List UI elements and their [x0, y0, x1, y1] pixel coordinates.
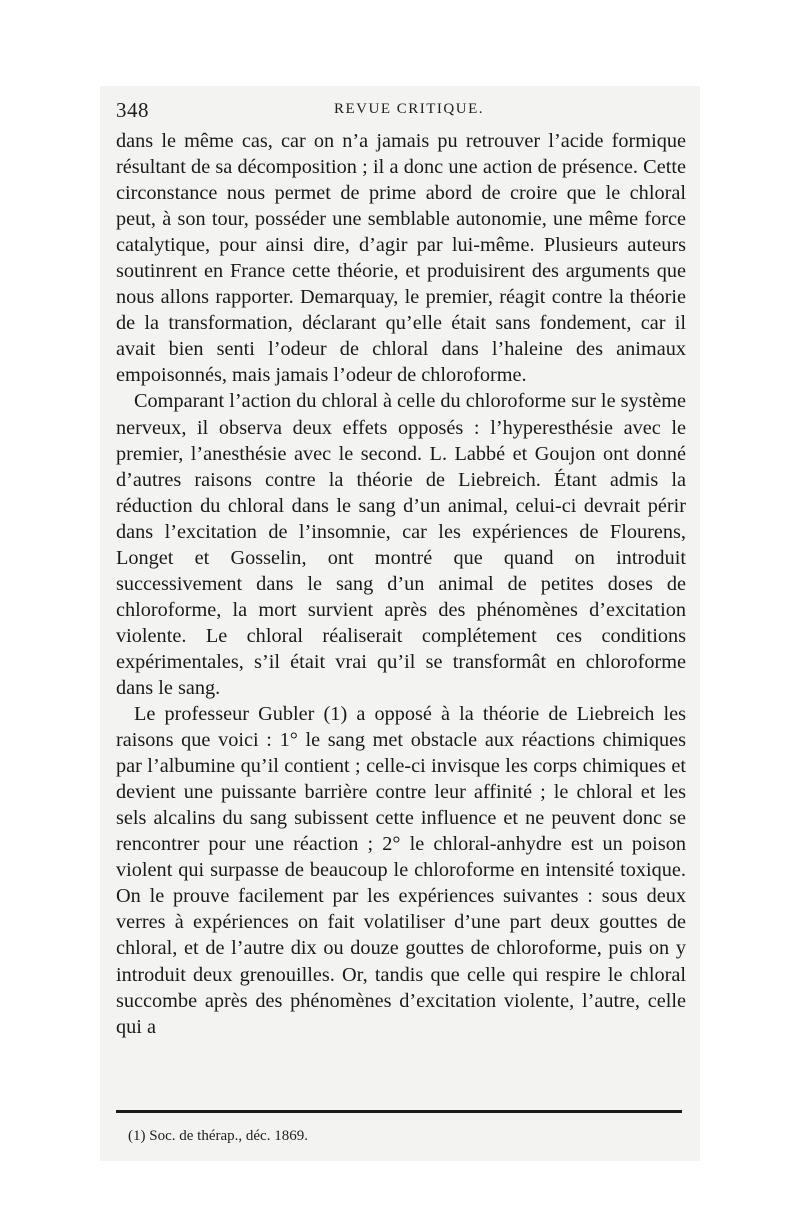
paragraph-2: Comparant l’action du chloral à celle du chloroforme sur le système nerveux, il observa deux effets opposés : l’hyperesthésie avec le premier, l’anesthésie avec le second. L. Labbé et Goujon ont donné d’autres raisons contre la théorie de Liebreich. Étant admis la réduction du chloral dans le sang d’un animal, celui-ci devrait périr dans l’excitation de l’insomnie, car les expériences de Flourens, Longet et Gosselin, ont montré que quand on introduit successivement dans le sang d’un animal de petites doses de chloroforme, la mort survient après des phénomènes d’excitation violente. Le chloral réaliserait complétement ces conditions expérimentales, s’il était vrai qu’il se transformât en chloroforme dans le sang.	[116, 390, 686, 699]
body-text	[116, 128, 686, 1040]
running-title: REVUE CRITIQUE.	[334, 101, 484, 117]
page-number: 348	[116, 98, 149, 122]
footnote-divider	[116, 1110, 682, 1113]
footnote: (1) Soc. de thérap., déc. 1869.	[128, 1128, 308, 1144]
paragraph-3: Le professeur Gubler (1) a opposé à la théorie de Liebreich les raisons que voici : 1° le sang met obstacle aux réactions chimiques par l’albumine qu’il contient ; celle-ci invisque les corps chimiques et devient une puissante barrière contre leur affinité ; le chloral et les sels alcalins du sang subissent cette influence et ne peuvent donc se rencontrer pour une réaction ; 2° le chloral-anhydre est un poison violent qui surpasse de beaucoup le chloroforme en intensité toxique. On le prouve facilement par les expériences suivantes : sous deux verres à expériences on fait volatiliser d’une part deux gouttes de chloral, et de l’autre dix ou douze gouttes de chloroforme, puis on y introduit deux grenouilles. Or, tandis que celle qui respire le chloral succombe après des phénomènes d’excitation violente, l’autre, celle qui a	[116, 703, 686, 1038]
paragraph-1: dans le même cas, car on n’a jamais pu retrouver l’acide formique résultant de sa décomposition ; il a donc une action de présence. Cette circonstance nous permet de prime abord de croire que le chloral peut, à son tour, posséder une semblable autonomie, une même force catalytique, pour ainsi dire, d’agir par lui-même. Plusieurs auteurs soutinrent en France cette théorie, et produisirent des arguments que nous allons rapporter. Demarquay, le premier, réagit contre la théorie de la transformation, déclarant qu’elle était sans fondement, car il avait bien senti l’odeur de chloral dans l’haleine des animaux empoisonnés, mais jamais l’odeur de chloroforme.	[116, 130, 686, 387]
page-header	[116, 98, 686, 124]
